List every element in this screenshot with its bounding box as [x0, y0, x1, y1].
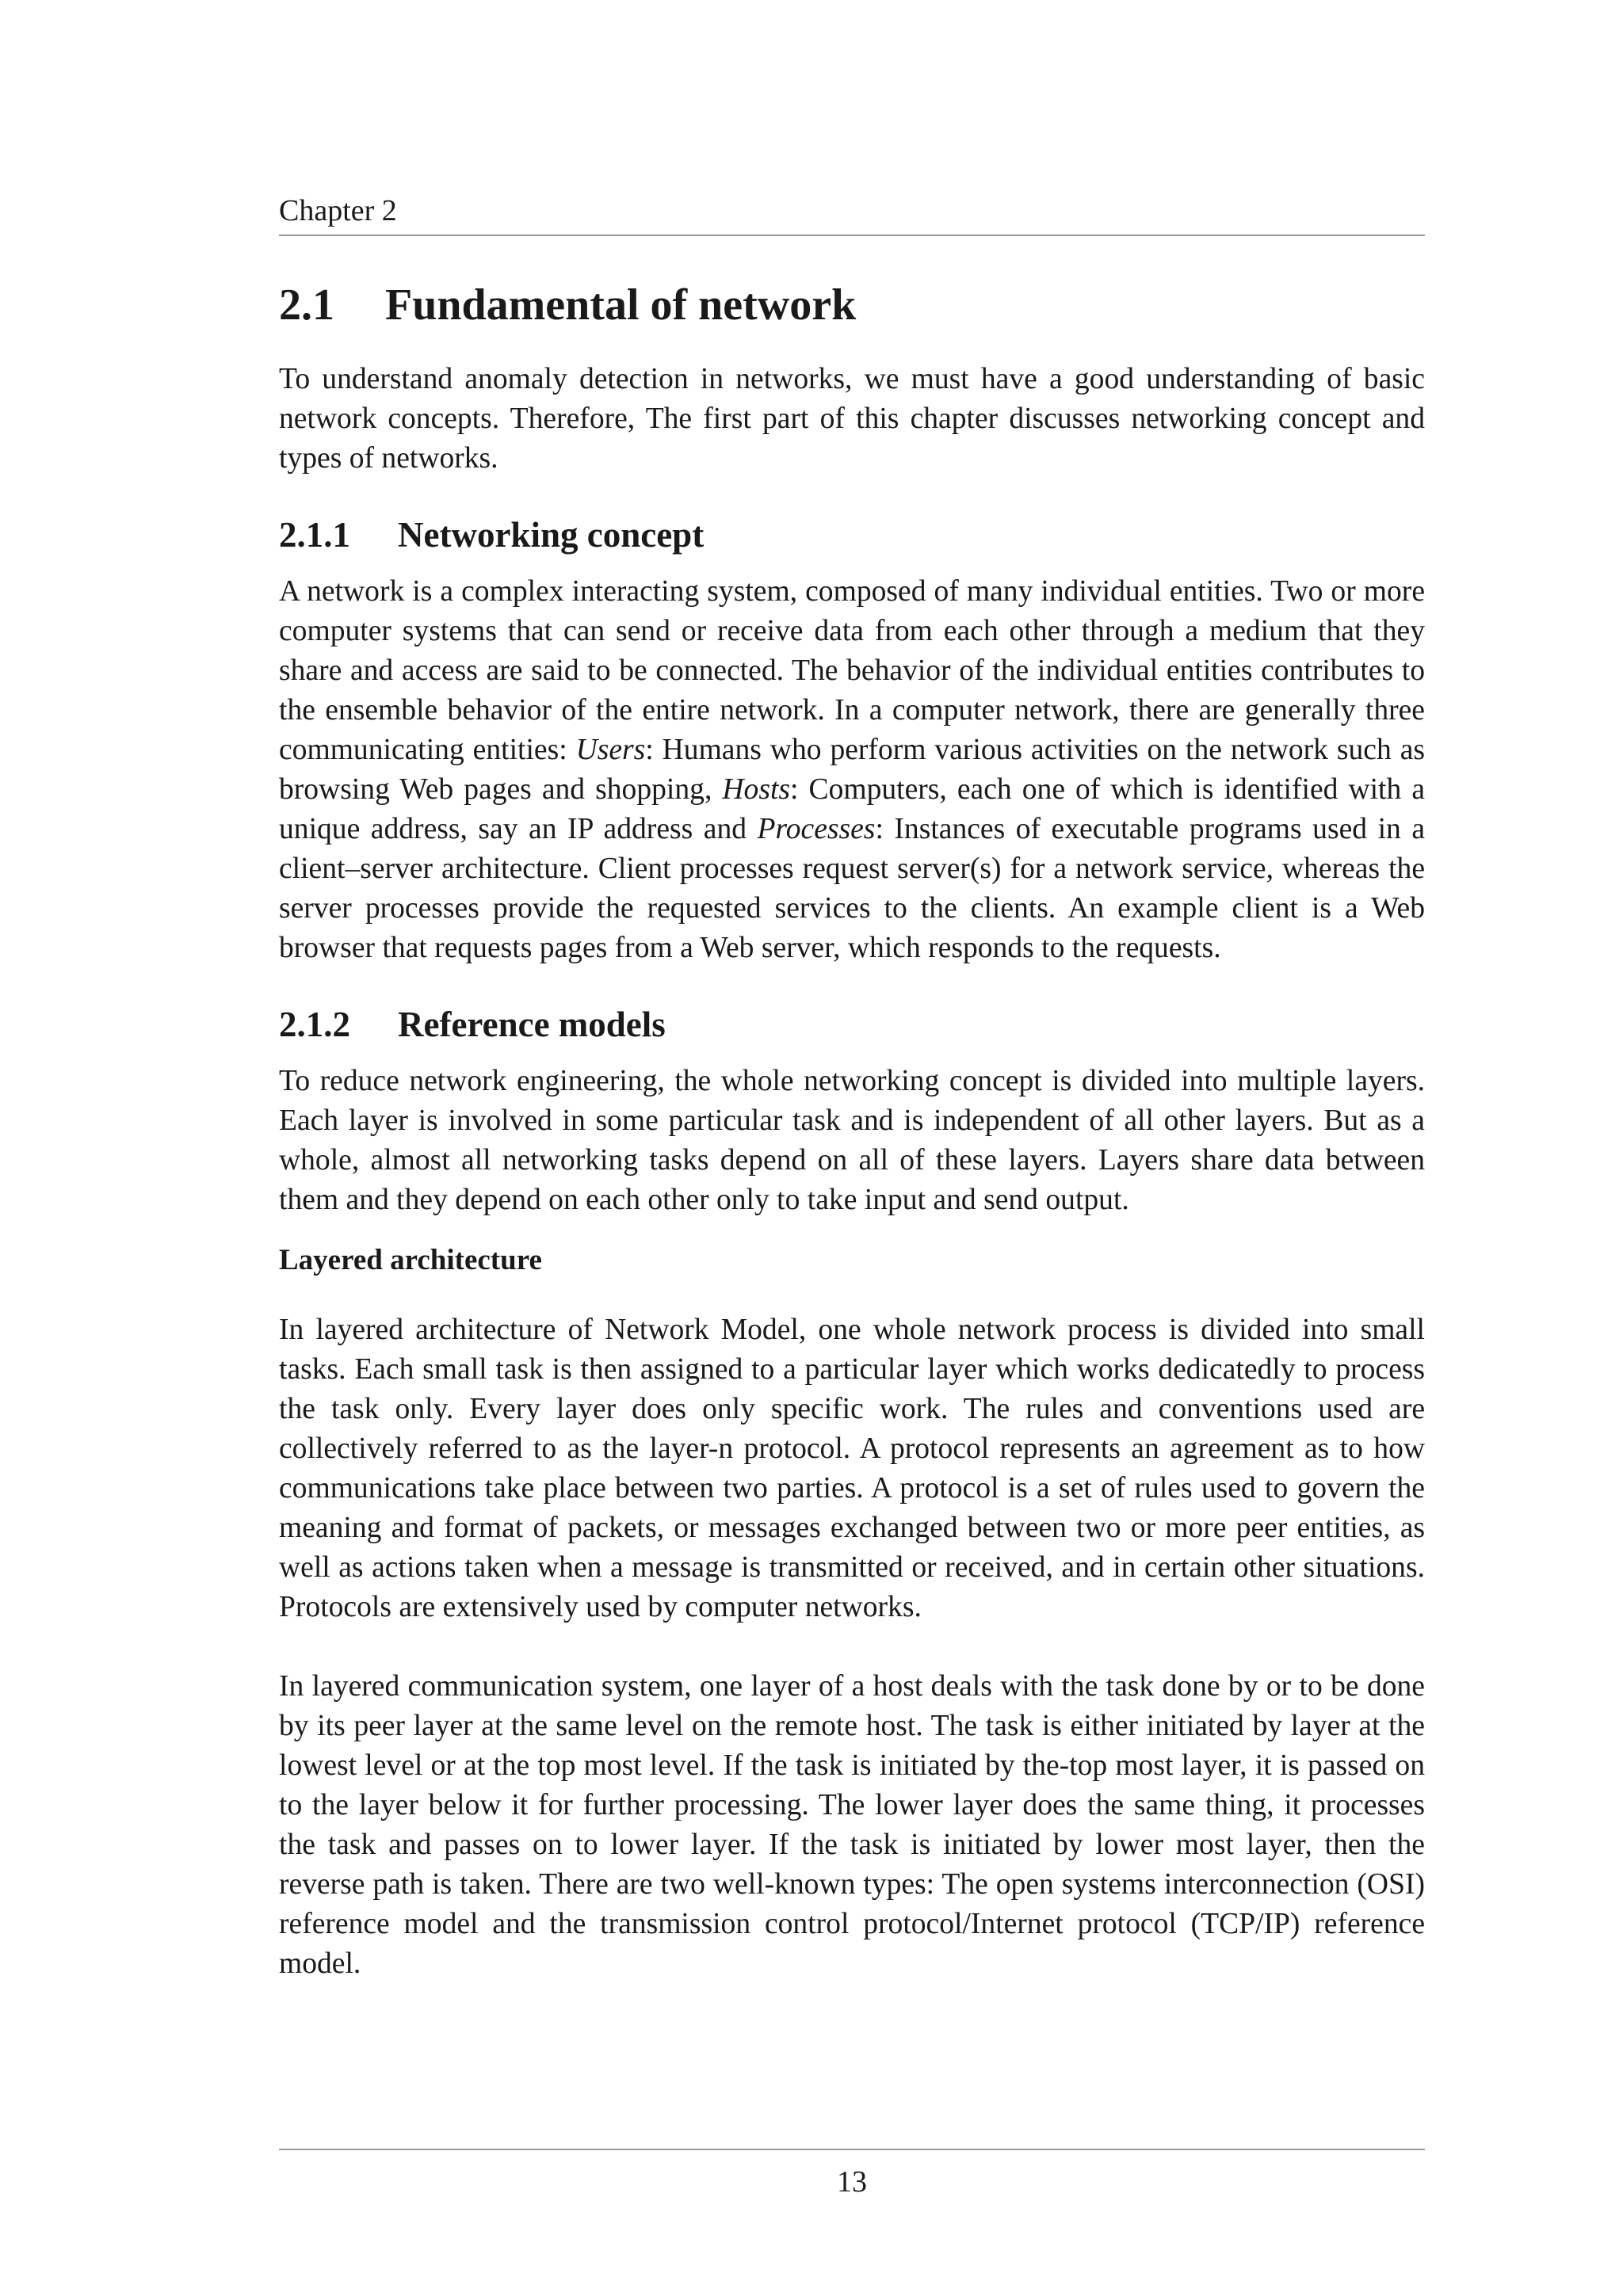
layered-architecture-paragraph-1: In layered architecture of Network Model, one whole network process is divided into small tasks. Each small task is then assigned to a particular layer which works dedicatedly to process the task only. Every layer does only specific work. The rules and conventions used are collectively referred to as the layer-n protocol. A protocol represents an agreement as to how communications take place between two parties. A protocol is a set of rules used to govern the meaning and format of packets, or messages exchanged between two or more peer entities, as well as actions taken when a message is transmitted or received, and in certain other situations. Protocols are extensively used by computer networks.	[279, 1314, 1425, 1623]
section-number: 2.1	[279, 280, 334, 330]
section-intro-paragraph: To understand anomaly detection in networks, we must have a good understanding of basic network concepts. Therefore, The first part of this chapter discusses networking concept and types of networks.	[279, 363, 1425, 475]
subsection-title: Reference models	[398, 1005, 666, 1044]
text-run: : Instances of executable programs used in a client–server architecture. Client processes request server(s) for a network service, whereas the server processes provide the requested services to the clients. An example client is a Web browser that requests pages from a Web server, which responds to the requests.	[279, 813, 1425, 964]
subsection-heading-networking-concept	[279, 512, 1425, 558]
subsection-number: 2.1.1	[279, 515, 350, 555]
footer-rule	[279, 2149, 1425, 2150]
layered-architecture-paragraph-2: In layered communication system, one layer of a host deals with the task done by or to be done by its peer layer at the same level on the remote host. The task is either initiated by layer at the lowest level or at the top most level. If the task is initiated by the-top most layer, it is passed on to the layer below it for further processing. The lower layer does the same thing, it processes the task and passes on to lower layer. If the task is initiated by lower most layer, then the reverse path is taken. There are two well-known types: The open systems interconnection (OSI) reference model and the transmission control protocol/Internet protocol (TCP/IP) reference model.	[279, 1670, 1425, 1980]
term-processes: Processes	[757, 813, 876, 845]
subsection-number: 2.1.2	[279, 1005, 350, 1044]
header-rule	[279, 235, 1425, 236]
term-users: Users	[575, 734, 646, 766]
text-run: : Humans who perform various activities on the network such as browsing Web pages and shopping,	[279, 734, 1425, 806]
subsubsection-heading-layered-architecture: Layered architecture	[279, 1244, 542, 1276]
running-head: Chapter 2	[279, 194, 397, 227]
page-content	[279, 277, 1425, 1984]
document-page	[279, 0, 1425, 2296]
text-run: : Computers, each one of which is identified with a unique address, say an IP address and	[279, 773, 1425, 845]
text-run: A network is a complex interacting system, composed of many individual entities. Two or more computer systems that can send or receive data from each other through a medium that they share and access are said to be connected. The behavior of the individual entities contributes to the ensemble behavior of the entire network. In a computer network, there are generally three communicating entities:	[279, 575, 1425, 766]
subsection-title: Networking concept	[398, 515, 705, 555]
subsection-heading-reference-models	[279, 1001, 1425, 1047]
term-hosts: Hosts	[722, 773, 791, 806]
reference-models-paragraph: To reduce network engineering, the whole networking concept is divided into multiple layers. Each layer is involved in some particular task and is independent of all other layers. But as a whole, almost all networking tasks depend on all of these layers. Layers share data between them and they depend on each other only to take input and send output.	[279, 1065, 1425, 1216]
page-number: 13	[837, 2165, 867, 2199]
section-title: Fundamental of network	[385, 280, 857, 330]
section-heading	[279, 277, 1425, 333]
networking-concept-paragraph	[279, 572, 1425, 968]
